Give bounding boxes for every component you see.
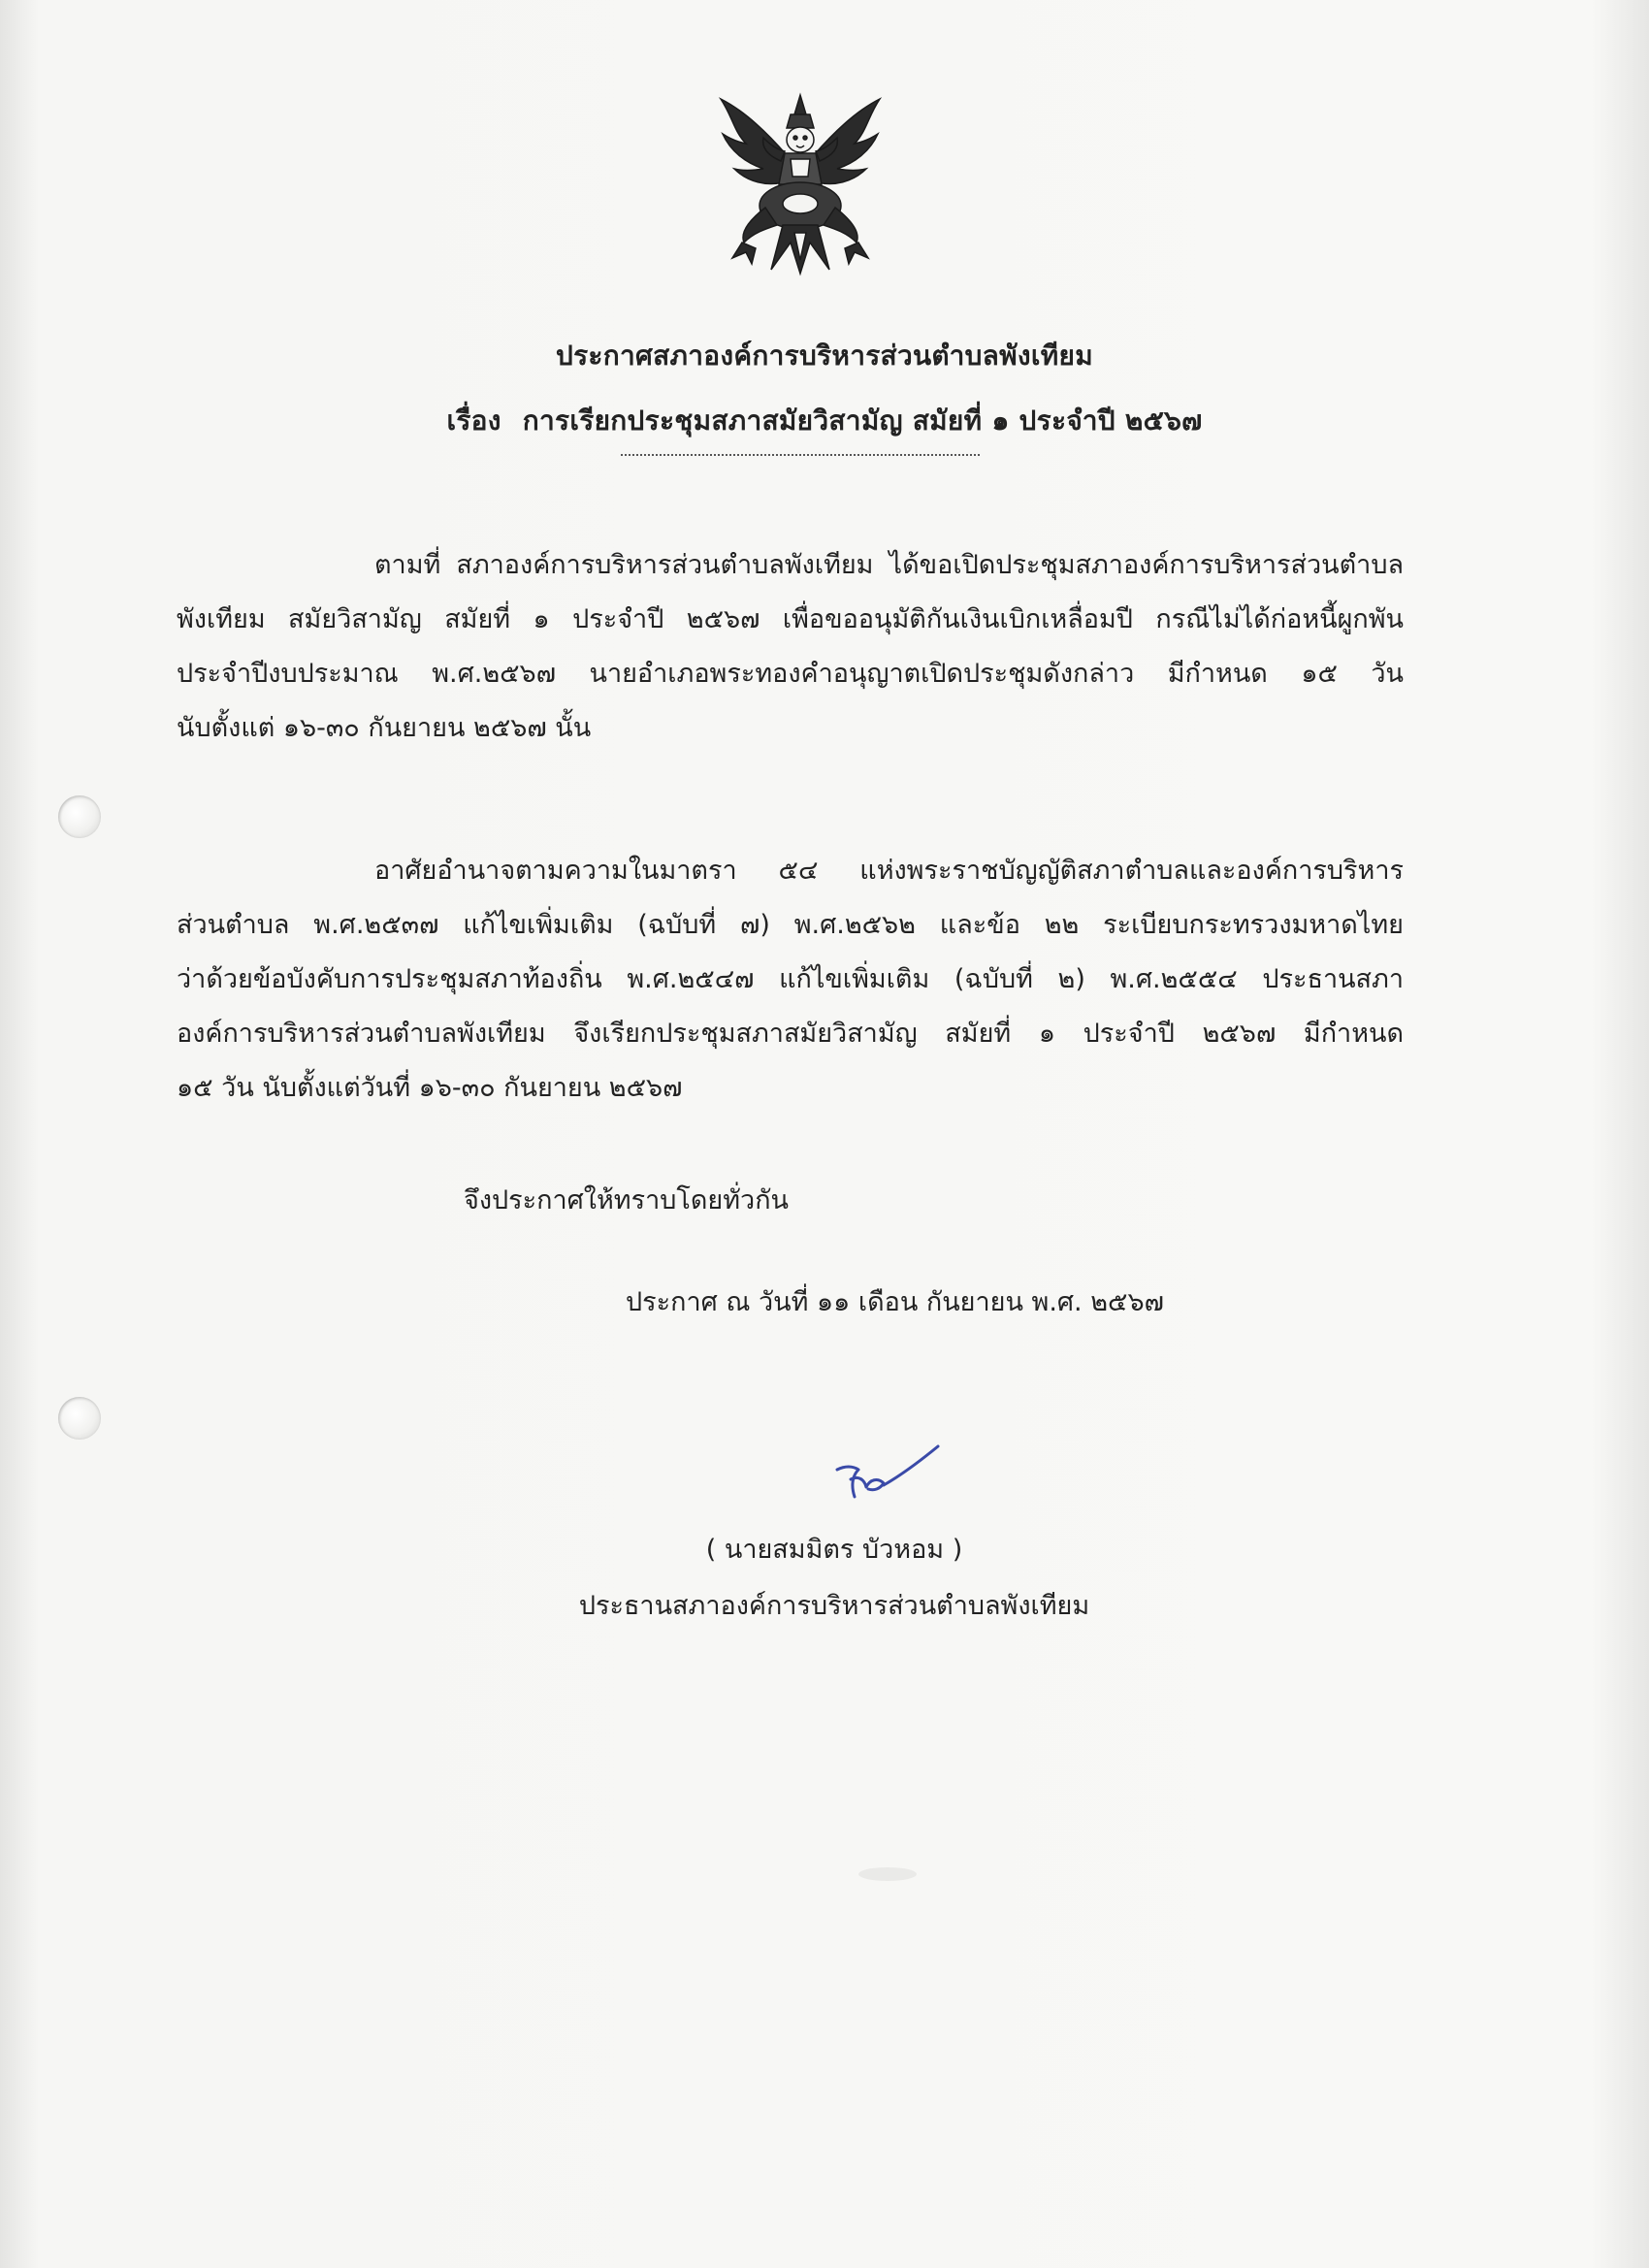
announcement-subject: [0, 400, 1649, 442]
announcement-title: ประกาศสภาองค์การบริหารส่วนตำบลพังเทียม: [556, 340, 1093, 372]
subject-text: การเรียกประชุมสภาสมัยวิสามัญ สมัยที่ ๑ ประจำปี ๒๕๖๗: [522, 405, 1203, 437]
signer-title: ประธานสภาองค์การบริหารส่วนตำบลพังเทียม: [578, 1591, 1090, 1621]
paragraph-line: ประจำปีงบประมาณ พ.ศ.๒๕๖๗ นายอำเภอพระทองคำอนุญาตเปิดประชุมดังกล่าว มีกำหนด ๑๕ วัน: [177, 659, 1404, 689]
signer-name: ( นายสมมิตร บัวหอม ): [705, 1535, 963, 1565]
paragraph-line: พังเทียม สมัยวิสามัญ สมัยที่ ๑ ประจำปี ๒๕๖๗ เพื่อขออนุมัติกันเงินเบิกเหลื่อมปี กรณีไม่ได้ก่อหนี้ผูกพัน: [177, 604, 1404, 634]
punch-hole-bottom: [58, 1397, 101, 1440]
paragraph-line: ส่วนตำบล พ.ศ.๒๕๓๗ แก้ไขเพิ่มเติม (ฉบับที่ ๗) พ.ศ.๒๕๖๒ และข้อ ๒๒ ระเบียบกระทรวงมหาดไทย: [177, 910, 1404, 940]
handwritten-signature: [829, 1441, 946, 1508]
paragraph-authority: [177, 844, 1404, 1116]
punch-hole-top: [58, 795, 101, 838]
paragraph-line: ตามที่ สภาองค์การบริหารส่วนตำบลพังเทียม ได้ขอเปิดประชุมสภาองค์การบริหารส่วนตำบล: [374, 550, 1404, 580]
paragraph-line: ๑๕ วัน นับตั้งแต่วันที่ ๑๖-๓๐ กันยายน ๒๕๖๗: [177, 1073, 683, 1103]
closing-statement: จึงประกาศให้ทราบโดยทั่วกัน: [464, 1185, 789, 1215]
paragraph-line: องค์การบริหารส่วนตำบลพังเทียม จึงเรียกประชุมสภาสมัยวิสามัญ สมัยที่ ๑ ประจำปี ๒๕๖๗ มีกำหนด: [177, 1019, 1404, 1049]
announcement-date: ประกาศ ณ วันที่ ๑๑ เดือน กันยายน พ.ศ. ๒๕๖๗: [626, 1287, 1164, 1317]
paragraph-line: นับตั้งแต่ ๑๖-๓๐ กันยายน ๒๕๖๗ นั้น: [177, 713, 592, 743]
paragraph-line: อาศัยอำนาจตามความในมาตรา ๕๔ แห่งพระราชบัญญัติสภาตำบลและองค์การบริหาร: [374, 856, 1404, 886]
paragraph-line: ว่าด้วยข้อบังคับการประชุมสภาท้องถิ่น พ.ศ.๒๕๔๗ แก้ไขเพิ่มเติม (ฉบับที่ ๒) พ.ศ.๒๕๕๔ ประธานสภา: [177, 964, 1404, 994]
garuda-emblem-icon: [713, 87, 888, 281]
paragraph-background: [177, 538, 1404, 756]
dotted-divider: [621, 454, 980, 456]
subject-label: เรื่อง: [446, 405, 501, 437]
paper-smudge: [858, 1867, 917, 1881]
